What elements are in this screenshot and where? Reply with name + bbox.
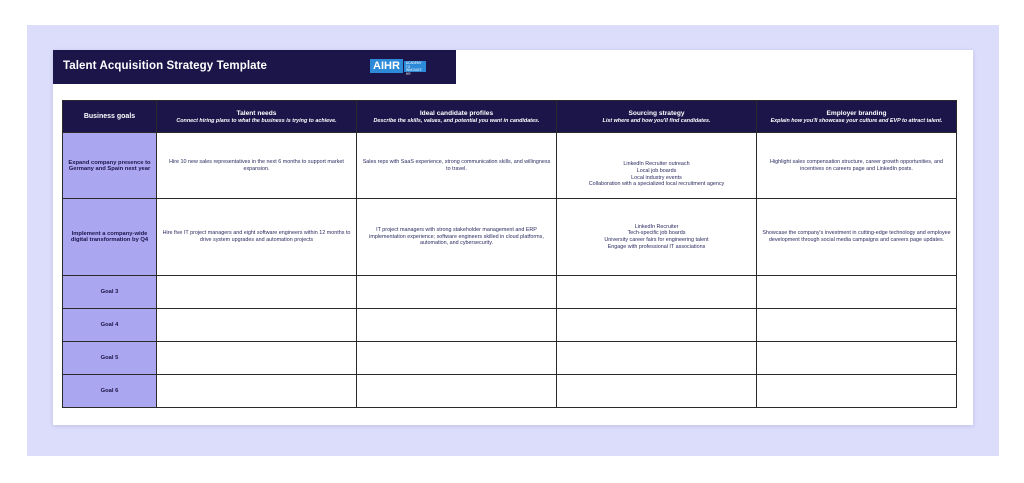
sourcing-item: Collaboration with a specialized local recruitment agency bbox=[588, 181, 725, 188]
employer-branding-cell[interactable] bbox=[757, 342, 957, 375]
logo-wordmark: AIHR bbox=[370, 59, 403, 73]
table-row bbox=[63, 342, 957, 375]
template-sheet bbox=[53, 50, 973, 425]
goal-cell[interactable]: Expand company presence to Germany and Spain next year bbox=[63, 133, 157, 199]
goal-cell[interactable]: Goal 5 bbox=[63, 342, 157, 375]
sourcing-item: Engage with professional IT associations bbox=[607, 243, 706, 250]
talent-needs-cell[interactable] bbox=[157, 309, 357, 342]
aihr-logo bbox=[370, 59, 426, 76]
page-title: Talent Acquisition Strategy Template bbox=[63, 60, 268, 72]
sourcing-item: Local job boards bbox=[636, 167, 677, 174]
sourcing-strategy-cell[interactable] bbox=[557, 375, 757, 408]
column-header-business-goals bbox=[63, 101, 157, 133]
column-subtitle: Describe the skills, values, and potential you want in candidates. bbox=[373, 117, 540, 124]
column-header-talent-needs bbox=[157, 101, 357, 133]
candidate-profiles-cell[interactable] bbox=[357, 375, 557, 408]
table-row bbox=[63, 276, 957, 309]
sourcing-strategy-cell[interactable] bbox=[557, 276, 757, 309]
table-row bbox=[63, 309, 957, 342]
candidate-profiles-cell[interactable] bbox=[357, 276, 557, 309]
sourcing-item: Local industry events bbox=[631, 174, 682, 181]
goal-cell[interactable]: Goal 3 bbox=[63, 276, 157, 309]
sourcing-item: University career fairs for engineering talent bbox=[604, 237, 709, 243]
column-title: Talent needs bbox=[236, 109, 277, 117]
employer-branding-cell[interactable] bbox=[757, 375, 957, 408]
talent-needs-cell[interactable] bbox=[157, 342, 357, 375]
table-row bbox=[63, 375, 957, 408]
table-row bbox=[63, 199, 957, 276]
column-title: Sourcing strategy bbox=[628, 109, 685, 117]
column-header-sourcing-strategy bbox=[557, 101, 757, 133]
column-header-employer-branding bbox=[757, 101, 957, 133]
column-title: Employer branding bbox=[826, 109, 887, 117]
sourcing-strategy-cell[interactable] bbox=[557, 133, 757, 199]
column-title: Business goals bbox=[83, 112, 136, 120]
employer-branding-cell[interactable]: Highlight sales compensation structure, career growth opportunities, and incentives on careers page and LinkedIn posts. bbox=[757, 133, 957, 199]
sourcing-strategy-cell[interactable] bbox=[557, 199, 757, 276]
candidate-profiles-cell[interactable] bbox=[357, 342, 557, 375]
column-subtitle: Connect hiring plans to what the business is trying to achieve. bbox=[176, 117, 337, 124]
talent-needs-cell[interactable]: Hire five IT project managers and eight software engineers within 12 months to drive system upgrades and automation projects bbox=[157, 199, 357, 276]
sourcing-strategy-cell[interactable] bbox=[557, 309, 757, 342]
column-header-candidate-profiles bbox=[357, 101, 557, 133]
goal-cell[interactable]: Implement a company-wide digital transformation by Q4 bbox=[63, 199, 157, 276]
sourcing-item: Tech-specific job boards bbox=[627, 230, 686, 237]
title-bar bbox=[53, 50, 456, 84]
goal-cell[interactable]: Goal 6 bbox=[63, 375, 157, 408]
candidate-profiles-cell[interactable] bbox=[357, 309, 557, 342]
candidate-profiles-cell[interactable]: IT project managers with strong stakeholder management and ERP implementation experience; software engineers skilled in cloud platforms, automation, and cybersecurity. bbox=[357, 199, 557, 276]
sourcing-item: LinkedIn Recruiter bbox=[634, 223, 679, 230]
column-subtitle: List where and how you'll find candidates. bbox=[602, 117, 711, 124]
goal-cell[interactable]: Goal 4 bbox=[63, 309, 157, 342]
talent-needs-cell[interactable] bbox=[157, 375, 357, 408]
talent-needs-cell[interactable] bbox=[157, 276, 357, 309]
logo-tagline: ACADEMY TO INNOVATE HR bbox=[404, 61, 426, 72]
employer-branding-cell[interactable] bbox=[757, 309, 957, 342]
employer-branding-cell[interactable]: Showcase the company's investment in cutting-edge technology and employee development through social media campaigns and careers page updates. bbox=[757, 199, 957, 276]
employer-branding-cell[interactable] bbox=[757, 276, 957, 309]
talent-needs-cell[interactable]: Hire 10 new sales representatives in the next 6 months to support market expansion. bbox=[157, 133, 357, 199]
sourcing-strategy-cell[interactable] bbox=[557, 342, 757, 375]
column-subtitle: Explain how you'll showcase your culture and EVP to attract talent. bbox=[770, 117, 943, 124]
table-row bbox=[63, 133, 957, 199]
table-header-row bbox=[63, 101, 957, 133]
column-title: Ideal candidate profiles bbox=[419, 109, 494, 117]
sourcing-item: LinkedIn Recruiter outreach bbox=[623, 161, 690, 168]
candidate-profiles-cell[interactable]: Sales reps with SaaS experience, strong communication skills, and willingness to travel. bbox=[357, 133, 557, 199]
strategy-table bbox=[62, 100, 957, 408]
